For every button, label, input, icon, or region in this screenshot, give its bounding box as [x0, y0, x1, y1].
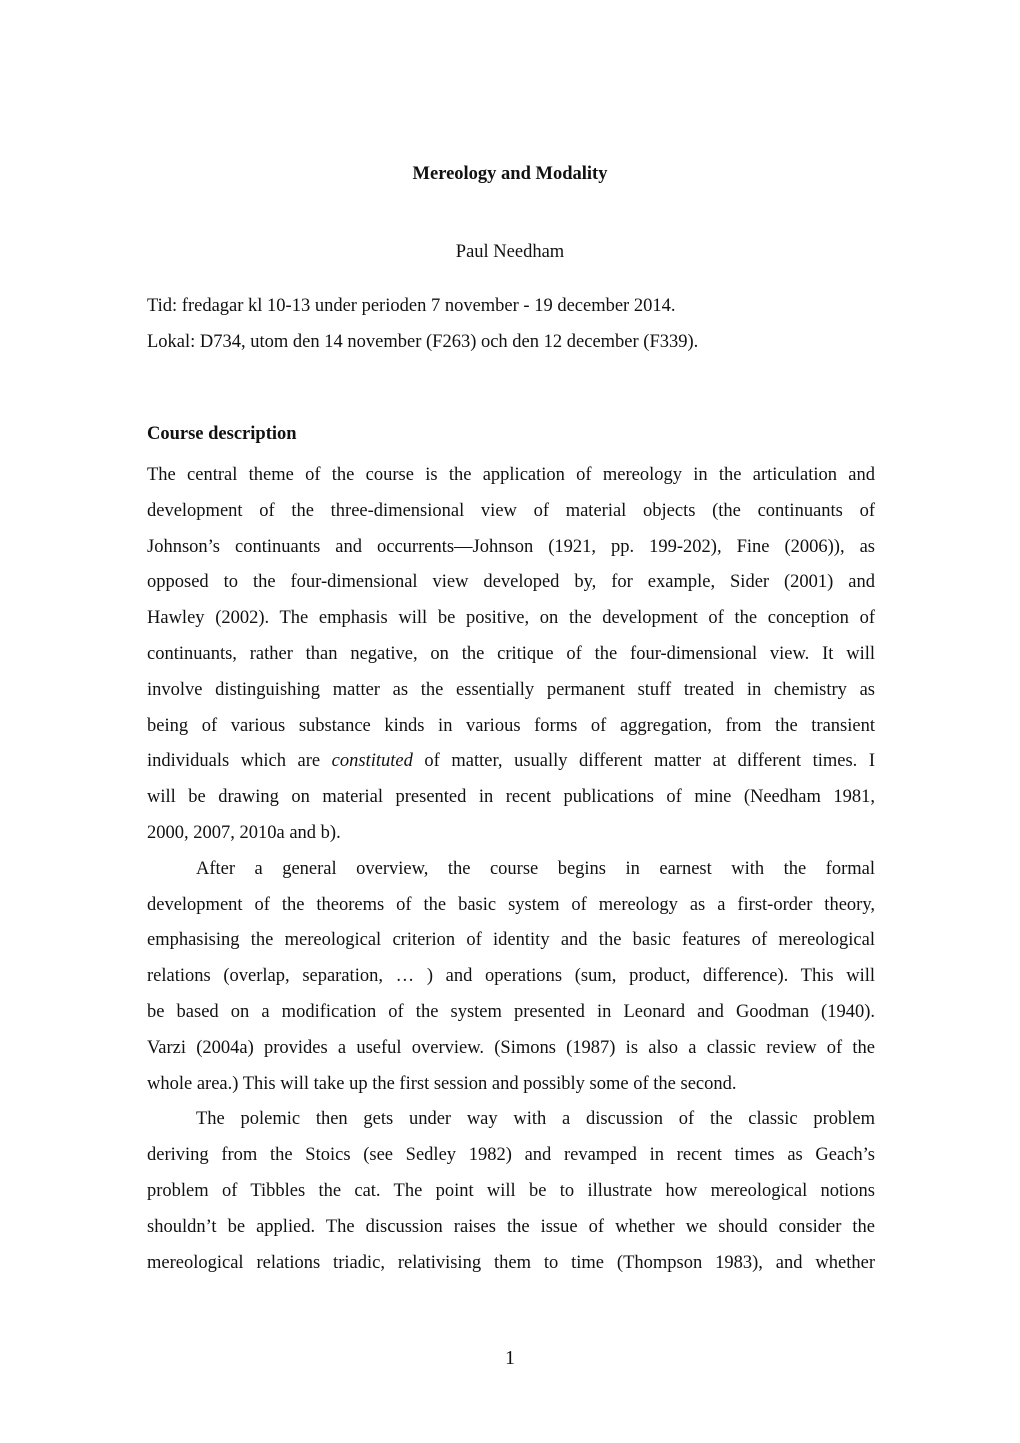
text-line: 2000, 2007, 2010a and b).	[147, 822, 341, 843]
text-line: deriving from the Stoics (see Sedley 1982) and revamped in recent times as Geach’s	[147, 1145, 875, 1166]
text-line: whole area.) This will take up the first session and possibly some of the second.	[147, 1073, 737, 1094]
text-line: problem of Tibbles the cat. The point will be to illustrate how mereological notions	[147, 1180, 875, 1201]
text-line: The central theme of the course is the application of mereology in the articulation and	[147, 465, 875, 485]
document-author: Paul Needham	[455, 242, 565, 262]
text-line: shouldn’t be applied. The discussion raises the issue of whether we should consider the	[147, 1216, 875, 1237]
section-heading: Course description	[147, 424, 297, 444]
text-line: emphasising the mereological criterion of identity and the basic features of mereological	[147, 930, 875, 951]
page-number: 1	[505, 1347, 515, 1369]
paragraph	[147, 458, 875, 852]
text-line: After a general overview, the course begins in earnest with the formal	[196, 858, 875, 879]
text-line: Varzi (2004a) provides a useful overview. (Simons (1987) is also a classic review of the	[147, 1037, 875, 1058]
text-run: of matter, usually different matter at different times. I	[412, 751, 875, 772]
schedule-location: Lokal: D734, utom den 14 november (F263) och den 12 december (F339).	[147, 332, 699, 352]
text-line: development of the three-dimensional view of material objects (the continuants of	[147, 500, 875, 521]
section-body	[147, 458, 875, 1281]
text-line: opposed to the four-dimensional view developed by, for example, Sider (2001) and	[147, 572, 875, 593]
text-line: relations (overlap, separation, … ) and operations (sum, product, difference). This will	[147, 966, 875, 987]
text-line: will be drawing on material presented in recent publications of mine (Needham 1981,	[147, 787, 875, 808]
text-line: Hawley (2002). The emphasis will be positive, on the development of the conception of	[147, 608, 875, 629]
text-run: individuals which are	[147, 751, 332, 772]
text-line: continuants, rather than negative, on the critique of the four-dimensional view. It will	[147, 643, 875, 664]
text-line: mereological relations triadic, relativising them to time (Thompson 1983), and whether	[147, 1252, 875, 1273]
paragraph	[147, 1102, 875, 1281]
text-line: Johnson’s continuants and occurrents—Johnson (1921, pp. 199-202), Fine (2006)), as	[147, 536, 875, 557]
text-line: be based on a modification of the system presented in Leonard and Goodman (1940).	[147, 1001, 875, 1022]
document-title: Mereology and Modality	[412, 164, 608, 184]
text-line: The polemic then gets under way with a discussion of the classic problem	[196, 1109, 875, 1130]
paragraph	[147, 852, 875, 1103]
text-line-with-emphasis	[147, 744, 875, 780]
text-line: being of various substance kinds in various forms of aggregation, from the transient	[147, 715, 875, 736]
text-line: involve distinguishing matter as the essentially permanent stuff treated in chemistry as	[147, 679, 875, 700]
emphasized-word: constituted	[331, 751, 413, 772]
text-line: development of the theorems of the basic system of mereology as a first-order theory,	[147, 894, 875, 915]
schedule-time: Tid: fredagar kl 10-13 under perioden 7 november - 19 december 2014.	[147, 296, 676, 316]
